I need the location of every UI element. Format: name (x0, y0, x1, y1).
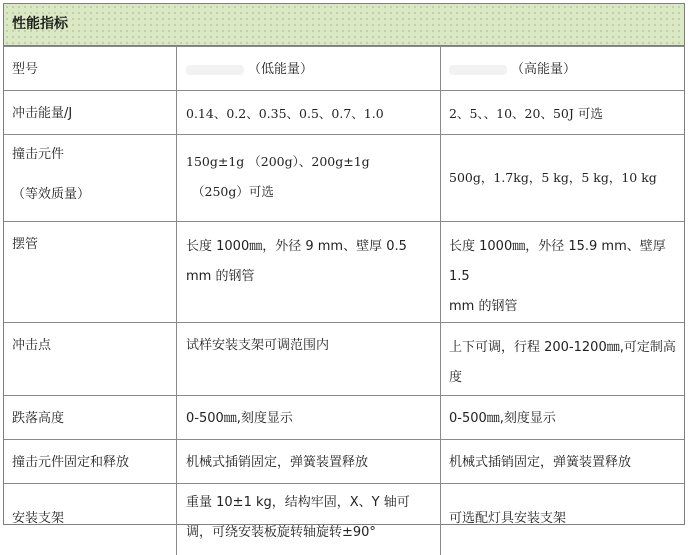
fix-release-low-cell: 机械式插销固定，弹簧装置释放 (177, 440, 441, 484)
fix-release-high-cell: 机械式插销固定，弹簧装置释放 (441, 440, 685, 484)
row-label-impact-point: 冲击点 (4, 323, 177, 396)
pendulum-low-line1: 长度 1000㎜，外径 9 mm、壁厚 0.5 (186, 239, 407, 254)
pendulum-low-cell (177, 222, 441, 323)
striker-high-cell: 500g，1.7kg，5 kg，5 kg，10 kg (441, 135, 685, 222)
table-header (4, 4, 684, 46)
spec-table-frame (3, 3, 685, 540)
row-label-mount: 安装支架 (4, 484, 177, 555)
striker-low-line2: （250g）可选 (192, 184, 274, 199)
table-row (4, 440, 684, 484)
table-row (4, 222, 684, 323)
mount-low-line1: 重量 10±1 kg，结构牢固，X、Y 轴可 (186, 495, 410, 510)
model-high-text: （高能量） (511, 62, 577, 77)
model-low-cell (177, 47, 441, 91)
striker-label-line1: 撞击元件 (12, 147, 65, 162)
impact-point-high-cell (441, 323, 685, 396)
pendulum-high-line2: mm 的钢管 (449, 299, 518, 314)
pendulum-high-cell (441, 222, 685, 323)
table-row (4, 396, 684, 440)
model-high-cell (441, 47, 685, 91)
mount-high-cell: 可选配灯具安装支架 (441, 484, 685, 555)
table-row (4, 484, 684, 555)
impact-point-high-line1: 上下可调，行程 200-1200㎜,可定制高 (449, 340, 676, 355)
drop-height-high-cell: 0-500㎜,刻度显示 (441, 396, 685, 440)
spec-table (4, 46, 684, 555)
row-label-model: 型号 (4, 47, 177, 91)
impact-point-low-cell: 试样安装支架可调范围内 (177, 323, 441, 396)
row-label-energy: 冲击能量/J (4, 91, 177, 135)
row-label-drop-height: 跌落高度 (4, 396, 177, 440)
blurred-model-name (186, 65, 244, 75)
striker-label-line2: （等效质量） (12, 187, 91, 202)
mount-low-line2: 调，可绕安装板旋转轴旋转±90° (186, 525, 376, 540)
pendulum-low-line2: mm 的钢管 (186, 269, 255, 284)
pendulum-high-line1: 长度 1000㎜，外径 15.9 mm、壁厚 1.5 (449, 239, 666, 284)
energy-low-cell: 0.14、0.2、0.35、0.5、0.7、1.0 (177, 91, 441, 135)
drop-height-low-cell: 0-500㎜,刻度显示 (177, 396, 441, 440)
table-row (4, 47, 684, 91)
striker-low-cell (177, 135, 441, 222)
mount-low-cell (177, 484, 441, 555)
blurred-model-name (449, 65, 507, 75)
row-label-pendulum: 摆管 (4, 222, 177, 323)
table-row (4, 135, 684, 222)
energy-high-cell: 2、5、、10、20、50J 可选 (441, 91, 685, 135)
table-row (4, 91, 684, 135)
model-low-text: （低能量） (248, 62, 314, 77)
row-label-fix-release: 撞击元件固定和释放 (4, 440, 177, 484)
impact-point-high-line2: 度 (449, 370, 463, 385)
striker-low-line1: 150g±1g （200g）、200g±1g (186, 154, 370, 169)
table-row (4, 323, 684, 396)
table-title: 性能指标 (12, 16, 68, 32)
row-label-striker (4, 135, 177, 222)
